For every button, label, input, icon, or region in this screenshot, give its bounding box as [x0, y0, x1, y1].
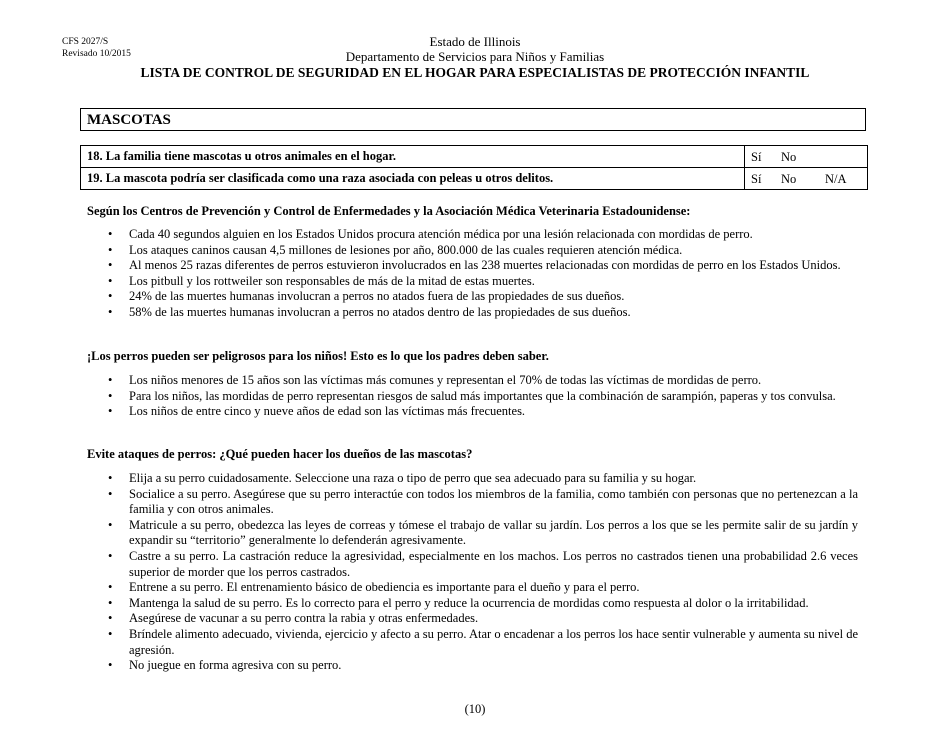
list-item: • Castre a su perro. La castración reduce la agresividad, especialmente en los machos. Los perros no castrados tienen una probabilidad 2.6 veces superior de morder que los perros castrados. — [129, 549, 858, 580]
list-item: • Los ataques caninos causan 4,5 millones de lesiones por año, 800.000 de las cuales requieren atención médica. — [129, 243, 858, 259]
section-title: MASCOTAS — [80, 108, 866, 131]
option-no[interactable]: No — [781, 172, 797, 186]
option-yes[interactable]: Sí — [751, 150, 762, 164]
prevention-list — [87, 471, 858, 674]
prevention-heading: Evite ataques de perros: ¿Qué pueden hacer los dueños de las mascotas? — [87, 447, 473, 461]
list-item: • Mantenga la salud de su perro. Es lo correcto para el perro y reduce la ocurrencia de mordidas como respuesta al dolor o la irritabilidad. — [129, 596, 858, 612]
list-item: • Entrene a su perro. El entrenamiento básico de obediencia es importante para el dueño y para el perro. — [129, 580, 858, 596]
statistics-heading: Según los Centros de Prevención y Control de Enfermedades y la Asociación Médica Veterinaria Estadounidense: — [87, 204, 691, 218]
list-item: • Los niños menores de 15 años son las víctimas más comunes y representan el 70% de todas las víctimas de mordidas de perro. — [129, 373, 858, 389]
list-item: • Cada 40 segundos alguien en los Estados Unidos procura atención médica por una lesión relacionada con mordidas de perro. — [129, 227, 858, 243]
department-name: Departamento de Servicios para Niños y Familias — [345, 49, 605, 64]
answer-options — [745, 168, 868, 190]
list-item: • 24% de las muertes humanas involucran a perros no atados fuera de las propiedades de sus dueños. — [129, 289, 858, 305]
list-item: • Asegúrese de vacunar a su perro contra la rabia y otras enfermedades. — [129, 611, 858, 627]
question-row — [81, 146, 868, 168]
list-item: • Matricule a su perro, obedezca las leyes de correas y tómese el trabajo de vallar su jardín. Los perros a los que se les permite salir de su jardín y expandir su “territorio” generalmente lo defenderán agresivamente. — [129, 518, 858, 549]
option-na[interactable]: N/A — [825, 172, 847, 186]
question-table — [80, 145, 868, 190]
list-item: • Para los niños, las mordidas de perro representan riesgos de salud más importantes que la combinación de sarampión, paperas y tos convulsa. — [129, 389, 858, 405]
list-item: • Al menos 25 razas diferentes de perros estuvieron involucrados en las 238 muertes relacionadas con mordidas de perro en los Estados Unidos. — [129, 258, 858, 274]
list-item: • Elija a su perro cuidadosamente. Seleccione una raza o tipo de perro que sea adecuado para su familia y su hogar. — [129, 471, 858, 487]
children-danger-heading: ¡Los perros pueden ser peligrosos para los niños! Esto es lo que los padres deben saber. — [87, 349, 549, 363]
question-text: 19. La mascota podría ser clasificada como una raza asociada con peleas u otros delitos. — [81, 168, 745, 190]
option-no[interactable]: No — [781, 150, 797, 164]
revision-date: Revisado 10/2015 — [62, 49, 131, 59]
list-item: • Los pitbull y los rottweiler son responsables de más de la mitad de estas muertes. — [129, 274, 858, 290]
question-text: 18. La familia tiene mascotas u otros animales en el hogar. — [81, 146, 745, 168]
form-number: CFS 2027/S — [62, 37, 109, 47]
children-danger-list — [87, 373, 858, 420]
document-title: LISTA DE CONTROL DE SEGURIDAD EN EL HOGAR PARA ESPECIALISTAS DE PROTECCIÓN INFANTIL — [140, 65, 810, 80]
answer-options — [745, 146, 868, 168]
list-item: • Bríndele alimento adecuado, vivienda, ejercicio y afecto a su perro. Atar o encadenar a los perros los hace sentir vulnerable y aumenta su nivel de agresión. — [129, 627, 858, 658]
list-item: • 58% de las muertes humanas involucran a perros no atados dentro de las propiedades de sus dueños. — [129, 305, 858, 321]
question-row — [81, 168, 868, 190]
list-item: • No juegue en forma agresiva con su perro. — [129, 658, 858, 674]
list-item: • Socialice a su perro. Asegúrese que su perro interactúe con todos los miembros de la familia, como también con personas que no pertenezcan a la familia y con otros animales. — [129, 487, 858, 518]
page-number: (10) — [464, 702, 486, 716]
agency-header — [0, 34, 950, 64]
statistics-list — [87, 227, 858, 321]
option-yes[interactable]: Sí — [751, 172, 762, 186]
state-name: Estado de Illinois — [429, 34, 521, 49]
list-item: • Los niños de entre cinco y nueve años de edad son las víctimas más frecuentes. — [129, 404, 858, 420]
